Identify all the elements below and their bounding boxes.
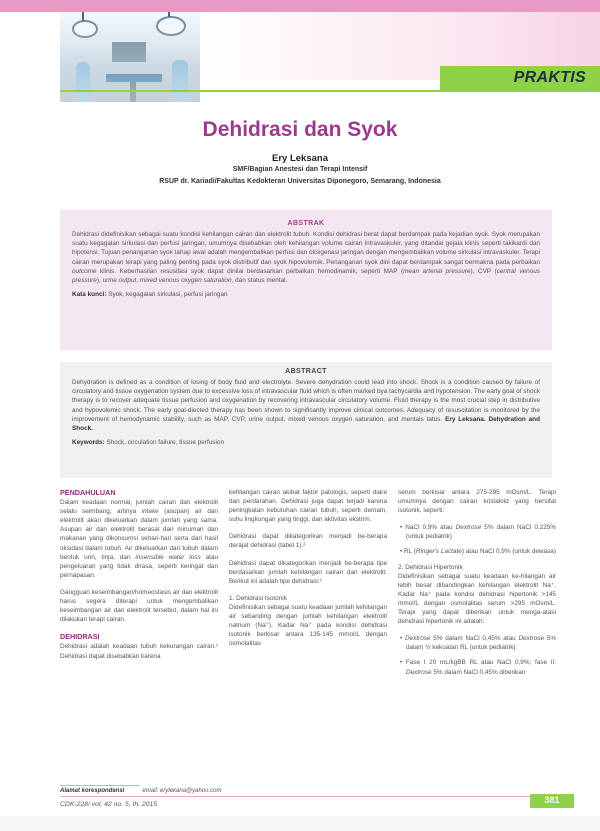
- body-column-2: [229, 488, 387, 656]
- paragraph: serum berkisar antara 275-295 mOsm/L. Terapi umumnya dengan cairan kristaloid yang bersifat isotonik, seperti:: [398, 489, 556, 515]
- page-number-badge: [530, 794, 574, 808]
- abstract-heading: ABSTRACT: [285, 368, 327, 375]
- author-name: Ery Leksana: [272, 153, 328, 164]
- operating-room-photo: [60, 12, 200, 102]
- paragraph: Didefinisikan sebagai suatu keadaan ke-hilangan air lebih besar dibandingkan kehilangan elektrolit Na⁺. Kadar Na⁺ pada kondisi dehidrasi hipertonik >145 mmol/L dengan osmolalitas serum >295 mOsm/L. Terapi yang dapat diberikan untuk menga-atasi dehidrasi hipertonik ini adalah:: [398, 572, 556, 626]
- paragraph: Didefinisikan sebagai suatu keadaan jumlah kehilangan air sebanding dengan jumlah kehilangan elektrolit natrium (Na⁺). Kadar Na⁺ pada kondisi dehidrasi isotonik berkisar antara 135-145 mmol/L dengan osmolalitas: [229, 603, 387, 648]
- list-item: • RL (Ringer's Lactate) atau NaCl 0,9% (untuk dewasa): [400, 548, 556, 556]
- dehidrasi-heading: DEHIDRASI: [60, 632, 100, 642]
- subheading: 2. Dehidrasi Hipertonik: [398, 563, 463, 571]
- list-item: • NaCl 0,9% atau Dextrose 5% dalam NaCl 0,225% (untuk pediatrik): [400, 524, 556, 541]
- email-link[interactable]: email: erylekana@yahoo.com: [142, 788, 222, 794]
- abstract-box: [60, 362, 552, 478]
- list-item: • Dextrose 5% dalam NaCl 0,45% atau Dextrose 5% dalam ½ kekuatan RL (untuk pediatrik): [400, 635, 556, 652]
- keywords: Keywords: Shock, circulation failure, tissue perfusion: [72, 439, 225, 447]
- body-column-1: [60, 488, 218, 669]
- abstrak-text: Dehidrasi didefinisikan sebagai suatu kondisi kehilangan cairan dan elektrolit tubuh. Kondisi dehidrasi berat dapat berdampak pada kejadian syok. Syok merupakan suatu kegagalan sirkulasi dan perfusi jaringan, umumnya disebabkan oleh kehilangan volume cairan intravaskuler, yang ditandai gejala klinis seperti takikardi dan hipotensi. Tujuan penanganan syok tahap awal adalah mengembalikan perfusi dan oksigenasi jaringan dengan mengembalikan volume sirkulasi intravaskuler. Terapi cairan merupakan terapi yang paling penting pada syok distributif dan syok hipovolemik. Penanganan syok dini dapat berdampak sangat bermakna pada perbaikan outcome klinis. Keberhasilan resusitasi syok dapat dinilai berdasarkan perbaikan hemodinamik, seperti MAP (mean arterial pressure), CVP (central venous pressure), urine output, mixed venous oxygen saturation, dan status mental.: [72, 231, 540, 285]
- subheading: 1. Dehidrasi Isotonik: [229, 594, 287, 602]
- footer-divider: [60, 796, 552, 797]
- paragraph: Dehidrasi dapat dikategorikan menjadi be-berapa derajat dehidrasi (tabel 1).²: [229, 533, 387, 550]
- paragraph: Dehidrasi adalah keadaan tubuh kekurangan cairan.¹ Dehidrasi dapat disebabkan karena: [60, 643, 218, 660]
- paragraph: Gangguan keseimbangan/homeostasis air dan elektrolit harus segera diterapi untuk mengembalikan keseimbangan air dan elektrolit tersebut, dalam hal ini dilakukan terapi cairan.: [60, 588, 218, 624]
- abstrak-box: [60, 210, 552, 350]
- page-number: 381: [544, 795, 560, 805]
- abstract-text: Dehydration is defined as a condition of losing of body fluid and electrolyte. Severe dehydration could lead into shock. Shock is a condition caused by failure of circulatory and tissue oxygenation system due to excessive loss of intravascular fluid which is often marked bya tachycardia and hypotension. The early goal of shock therapy is to recover adequate tissue perfusion and oxygenation by recovering intravascular circulatory volume. Fluid therapy is the most crucial step in distributive and hypovolemic shock. The early goal-diected therapy has been shown to significantly improve clinical outcomes. Adequacy of resuscitation is monitored by the improvement of hemodynamic stability, such as MAP, CVP, urine output, mixed venous oxygen saturation, and mentals tatus. Ery Leksana. Dehydration and Shock.: [72, 379, 540, 433]
- body-column-3: [398, 488, 556, 683]
- journal-citation: CDK-228/ vol. 42 no. 5, th. 2015: [60, 801, 158, 808]
- paragraph: Dalam keadaan normal, jumlah cairan dan elektrolit selalu seimbang, artinya intake (asupan) air dan elektrolit akan dikeluarkan dalam jumlah yang sama. Asupan air dan elektrolit berasal dari minuman dan makanan yang dikonsumsi sehari-hari serta dari hasil oksidasi dalam tubuh. Air dikeluarkan dari tubuh dalam bentuk urin, tinja, dan insensible water loss atau pengeluaran yang tidak dirasa, seperti keringat dan pernapasan.: [60, 499, 219, 579]
- page-title: Dehidrasi dan Syok: [202, 118, 398, 141]
- affiliation-line-1: SMF/Bagian Anestesi dan Terapi Intensif: [232, 166, 368, 173]
- section-label-badge: [440, 66, 600, 92]
- top-color-bar: [0, 0, 600, 12]
- footnote-rule: [60, 785, 140, 786]
- bottom-bar: [0, 816, 600, 831]
- abstrak-heading: ABSTRAK: [287, 220, 325, 227]
- correspondence: Alamat korespondensi email: erylekana@yahoo.com: [60, 788, 222, 794]
- paragraph: Dehidrasi dapat dikategorikan menjadi be-berapa tipe berdasarkan jumlah kehilangan cairan dan elektrolit. Berikut ini adalah tipe dehidrasi:²: [229, 559, 387, 585]
- list-item: • Fase I 20 mL/kgBB RL atau NaCl 0,9%; fase II: Dextrose 5% dalam NaCl 0,45% diberikan: [400, 659, 556, 676]
- kata-kunci: Kata kunci: Syok, kegagalan sirkulasi, perfusi jaringan: [72, 291, 228, 299]
- affiliation-line-2: RSUP dr. Kariadi/Fakultas Kedokteran Universitas Diponegoro, Semarang, Indonesia: [159, 178, 441, 185]
- paragraph: kehilangan cairan akibat faktor patologis, seperti diare dan perdarahan. Dehidrasi juga dapat terjadi karena peningkatan kebutuhan cairan tubuh, seperti demam, suhu lingkungan yang tinggi, dan aktivitas ekstrim.: [229, 489, 387, 524]
- section-label: PRAKTIS: [513, 69, 586, 86]
- pendahuluan-heading: PENDAHULUAN: [60, 488, 116, 497]
